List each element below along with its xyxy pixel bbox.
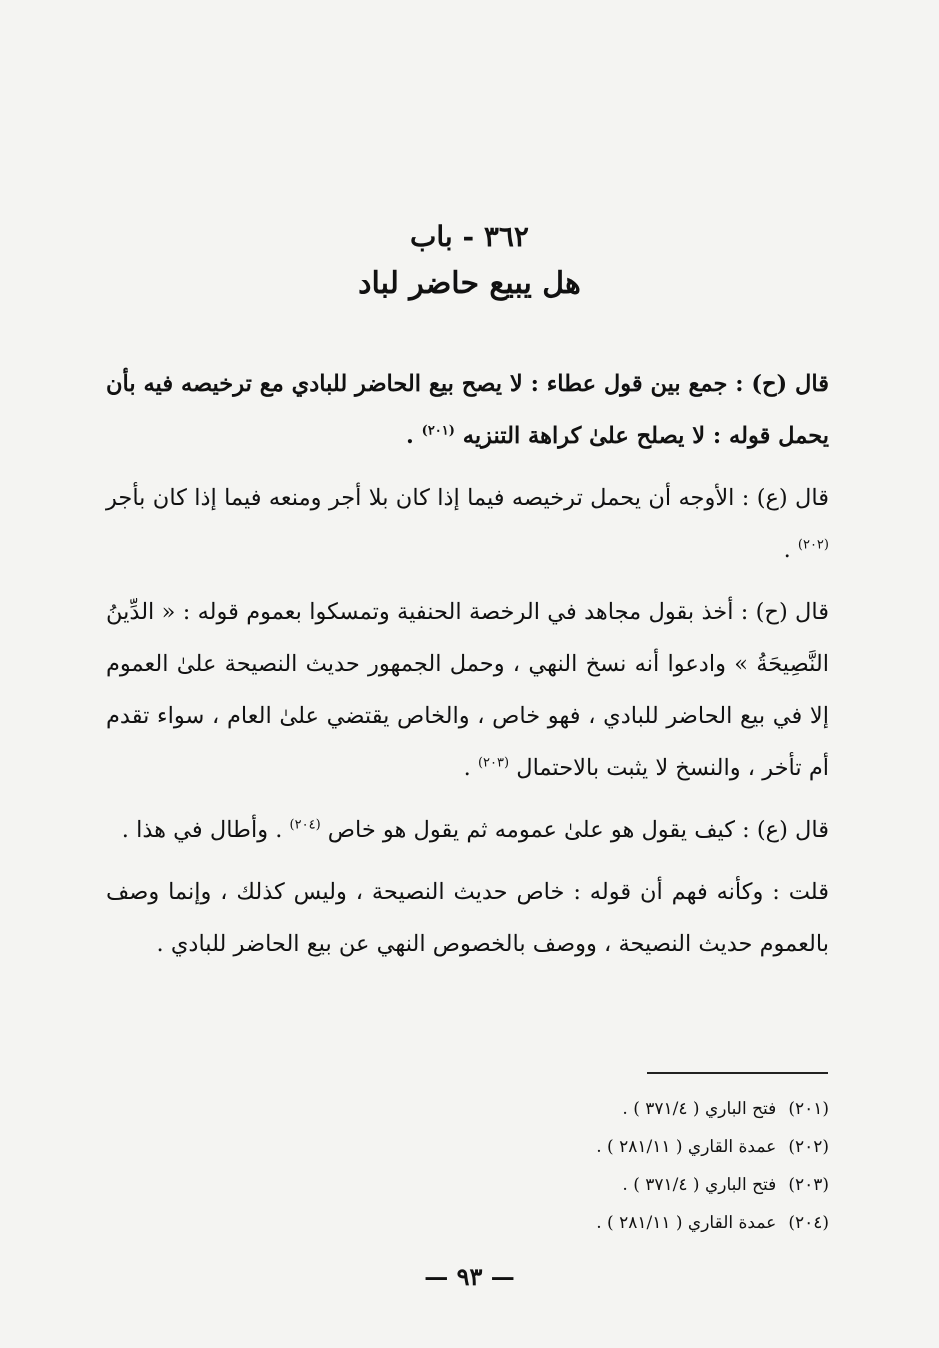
footnote — [300, 1128, 829, 1166]
chapter-number: ٣٦٢ - باب — [410, 220, 529, 253]
paragraph-end: . وأطال في هذا . — [121, 817, 290, 843]
paragraph-text: قال (ع) : كيف يقول هو علىٰ عمومه ثم يقول هو خاص — [327, 817, 829, 843]
footnote-divider — [647, 1072, 828, 1074]
paragraph — [106, 472, 829, 576]
paragraph-text: قال (ح) : جمع بين قول عطاء : لا يصح بيع الحاضر للبادي مع ترخيصه فيه بأن يحمل قوله : لا يصلح علىٰ كراهة التنزيه — [106, 371, 829, 449]
paragraph-end: . — [783, 537, 798, 563]
chapter-title: هل يبيع حاضر لباد — [358, 266, 581, 301]
footnote — [300, 1090, 829, 1128]
paragraph — [106, 358, 829, 462]
footnote-ref: (٢٠٣) — [477, 755, 510, 771]
body-text — [106, 358, 829, 980]
footnote-ref: (٢٠٤) — [289, 817, 321, 833]
footnote — [300, 1204, 829, 1242]
footnotes — [300, 1090, 829, 1242]
footnote-ref: (٢٠٢) — [797, 537, 829, 553]
paragraph-text: قال (ح) : أخذ بقول مجاهد في الرخصة الحنفية وتمسكوا بعموم قوله : « الدِّينُ النَّصِيحَةُ » وادعوا أنه نسخ النهي ، وحمل الجمهور حديث النصيحة علىٰ العموم إلا في بيع الحاضر للبادي ، فهو خاص ، والخاص يقتضي علىٰ العام ، سواء تقدم أم تأخر ، والنسخ لا يثبت بالاحتمال — [106, 599, 829, 781]
footnote-text: فتح الباري ( ٣٧١/٤ ) . — [622, 1175, 777, 1195]
footnote-number: (٢٠٣) — [788, 1175, 829, 1195]
footnote-text: فتح الباري ( ٣٧١/٤ ) . — [622, 1099, 777, 1119]
paragraph-text: قلت : وكأنه فهم أن قوله : خاص حديث النصيحة ، وليس كذلك ، وإنما وصف بالعموم حديث النصيحة ، ووصف بالخصوص النهي عن بيع الحاضر للبادي . — [106, 879, 829, 957]
paragraph-end: . — [406, 423, 422, 449]
footnote-text: عمدة القاري ( ٢٨١/١١ ) . — [596, 1137, 777, 1157]
paragraph-end: . — [463, 755, 478, 781]
page-number: — ٩٣ — — [424, 1262, 515, 1291]
footnote-number: (٢٠٤) — [788, 1213, 829, 1233]
paragraph-text: قال (ع) : الأوجه أن يحمل ترخيصه فيما إذا كان بلا أجر ومنعه فيما إذا كان بأجر — [106, 485, 829, 511]
footnote-text: عمدة القاري ( ٢٨١/١١ ) . — [596, 1213, 777, 1233]
paragraph — [106, 866, 829, 970]
footnote — [300, 1166, 829, 1204]
footnote-number: (٢٠١) — [788, 1099, 829, 1119]
paragraph — [106, 586, 829, 794]
paragraph — [106, 804, 829, 856]
footnote-number: (٢٠٢) — [788, 1137, 829, 1157]
footnote-ref: (٢٠١) — [421, 423, 455, 439]
